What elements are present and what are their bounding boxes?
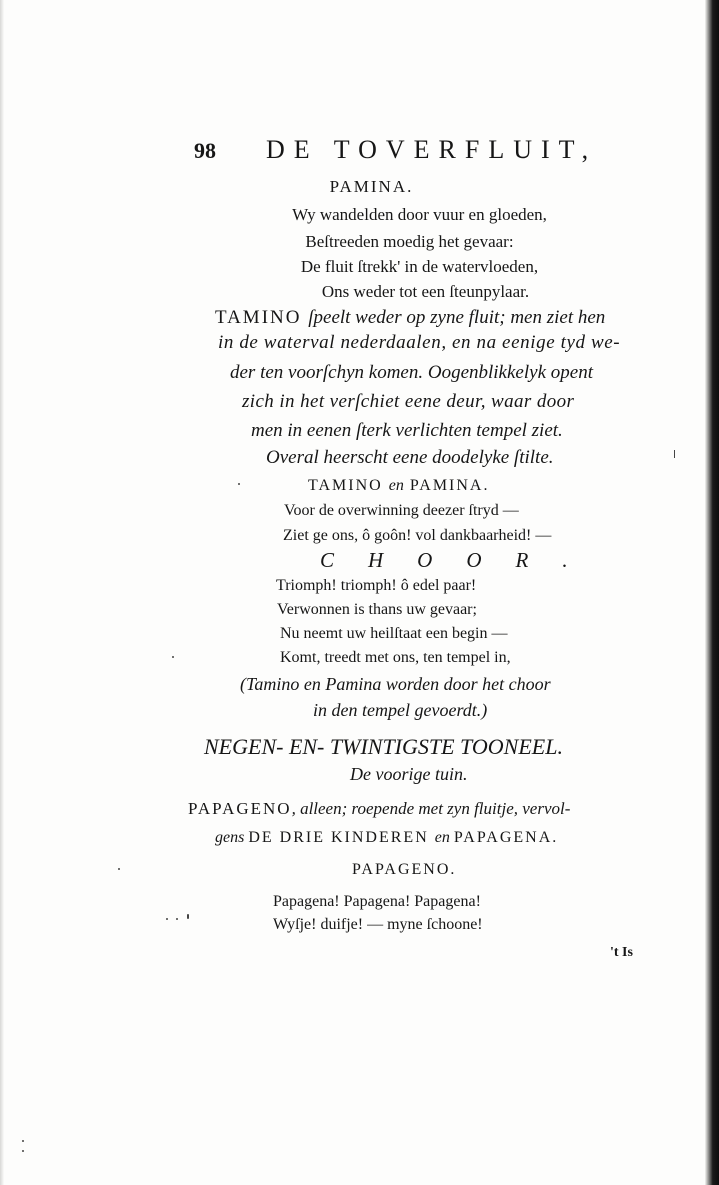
- stage-direction: [188, 800, 570, 817]
- stage-name: PAPAGENO: [188, 799, 292, 818]
- verse-line: Voor de overwinning deezer ſtryd —: [284, 502, 519, 519]
- paper-speck: [22, 1150, 24, 1152]
- paper-speck: [187, 914, 189, 919]
- paper-speck: [118, 868, 120, 870]
- speaker-pamina: PAMINA.: [329, 177, 414, 196]
- paper-speck: [166, 918, 168, 920]
- stage-text: , alleen; roepende met zyn fluitje, vervol-: [291, 799, 571, 818]
- stage-text: ſpeelt weder op zyne fluit; men ziet hen: [308, 307, 606, 328]
- running-title: DE TOVERFLUIT,: [266, 135, 598, 164]
- verse-line: Triomph! triomph! ô edel paar!: [276, 577, 477, 594]
- verse-line: De fluit ſtrekk' in de watervloeden,: [300, 257, 539, 276]
- verse-line: Papagena! Papagena! Papagena!: [273, 893, 481, 910]
- speaker-name: TAMINO: [308, 477, 389, 494]
- verse-line: Wyſje! duifje! — myne ſchoone!: [273, 916, 483, 933]
- catchword: 't Is: [610, 945, 633, 960]
- stage-direction: [215, 830, 558, 846]
- paper-speck: [172, 656, 174, 658]
- stage-direction: (Tamino en Pamina worden door het choor: [240, 674, 551, 694]
- scene-setting: De voorige tuin.: [350, 764, 468, 784]
- paper-speck: [176, 918, 178, 920]
- stage-name: DE DRIE KINDEREN: [248, 829, 435, 846]
- stage-direction: [215, 308, 605, 327]
- stage-text: gens: [215, 829, 249, 846]
- verse-line: Nu neemt uw heilſtaat een begin —: [280, 625, 508, 642]
- paper-speck: [238, 483, 240, 485]
- verse-line: Ziet ge ons, ô goôn! vol dankbaarheid! —: [283, 527, 552, 544]
- stage-direction: Overal heerscht eene doodelyke ſtilte.: [266, 447, 554, 468]
- speaker-tamino-pamina: [308, 478, 489, 494]
- stage-direction: in den tempel gevoerdt.): [313, 700, 488, 720]
- stage-name: PAPAGENA.: [453, 829, 559, 846]
- verse-line: Wy wandelden door vuur en gloeden,: [292, 205, 547, 224]
- stage-name: TAMINO: [215, 307, 309, 328]
- scene-heading: NEGEN- EN- TWINTIGSTE TOONEEL.: [204, 734, 563, 759]
- chorus-heading: CHOOR.: [320, 548, 602, 572]
- verse-line: Verwonnen is thans uw gevaar;: [277, 601, 477, 618]
- verse-line: Ons weder tot een ſteunpylaar.: [321, 282, 530, 301]
- verse-line: Beſtreeden moedig het gevaar:: [305, 232, 514, 251]
- verse-line: Komt, treedt met ons, ten tempel in,: [280, 649, 511, 666]
- page-number: 98: [194, 138, 216, 163]
- speaker-papageno: PAPAGENO.: [352, 861, 457, 878]
- stage-direction: der ten voorſchyn komen. Oogenblikkelyk opent: [230, 362, 593, 383]
- stage-direction: zich in het verſchiet eene deur, waar door: [242, 391, 575, 412]
- paper-speck: [22, 1140, 24, 1142]
- speaker-conj: en: [388, 477, 404, 494]
- speaker-name: PAMINA.: [403, 477, 490, 494]
- stage-text: en: [434, 829, 454, 846]
- stage-direction: men in eenen ſterk verlichten tempel ziet.: [251, 420, 563, 441]
- paper-speck: [674, 450, 675, 458]
- stage-direction: in de waterval nederdaalen, en na eenige tyd we-: [218, 332, 621, 353]
